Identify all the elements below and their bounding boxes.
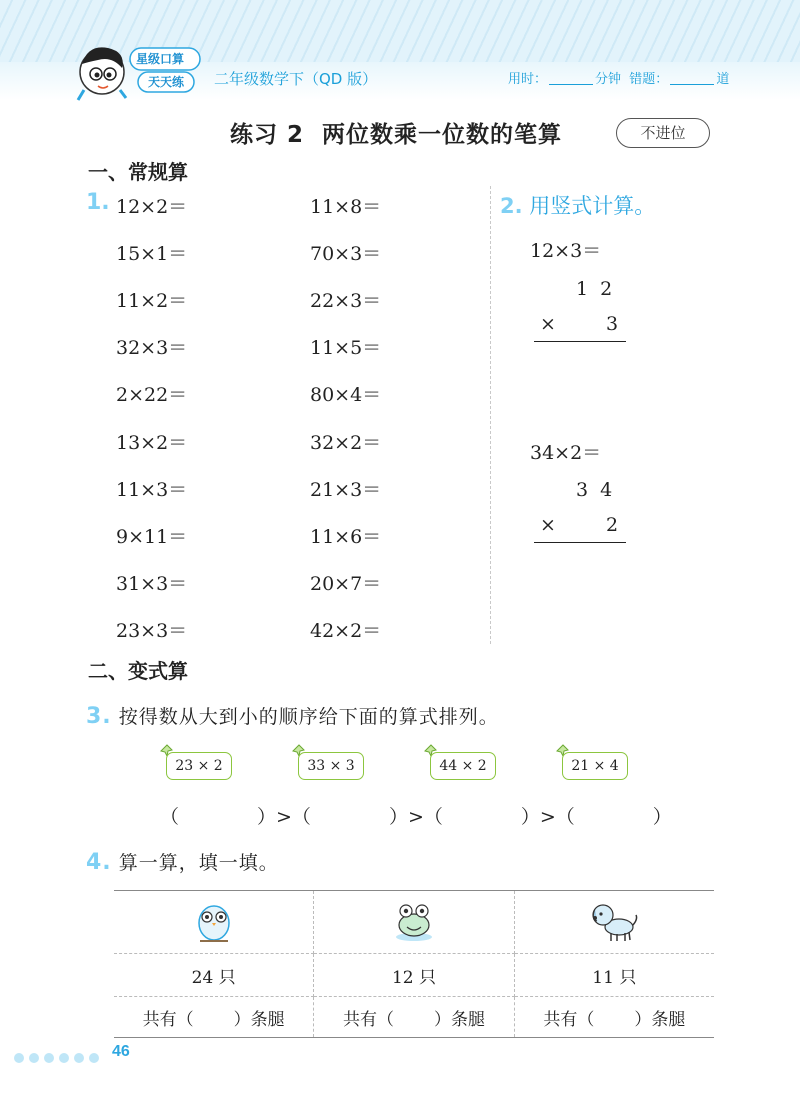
question-4-text — [86, 848, 279, 875]
equation-item: 32×3＝ — [116, 337, 188, 360]
expression-card-text: 44 × 2 — [430, 752, 496, 780]
equation-item: 23×3＝ — [116, 619, 188, 642]
expression-card-text: 21 × 4 — [562, 752, 628, 780]
vertical-problem-expr: 12×3＝ — [530, 240, 602, 262]
equation-item: 11×3＝ — [116, 478, 188, 501]
error-label: 错题： — [629, 72, 669, 87]
page-number: 46 — [112, 1043, 130, 1060]
equation-item: 11×2＝ — [116, 290, 188, 313]
animal-count: 11 只 — [514, 954, 714, 997]
equation-item: 42×2＝ — [310, 619, 382, 642]
equation-item: 80×4＝ — [310, 384, 382, 407]
order-paren: ）>（ — [257, 806, 311, 828]
column-divider — [490, 186, 491, 644]
expression-card-text: 33 × 3 — [298, 752, 364, 780]
vertical-problem-times: × — [540, 313, 556, 335]
expression-card — [556, 744, 626, 776]
order-answer-row — [160, 802, 672, 829]
animal-cell — [514, 891, 714, 954]
fill-prefix: 共有（ — [342, 1009, 394, 1030]
error-blank[interactable] — [670, 72, 714, 85]
equation-item: 70×3＝ — [310, 243, 382, 266]
legs-answer-cell[interactable] — [514, 997, 714, 1038]
lesson-number: 练习 2 — [230, 122, 305, 148]
expression-card-text: 23 × 2 — [166, 752, 232, 780]
time-blank[interactable] — [549, 72, 593, 85]
time-label: 用时： — [508, 72, 548, 87]
equation-item: 31×3＝ — [116, 572, 188, 595]
question-4-instruction: 算一算，填一填。 — [118, 852, 279, 874]
question-2-text: 用竖式计算。 — [529, 194, 656, 218]
equation-item: 2×22＝ — [116, 384, 188, 407]
fill-prefix: 共有（ — [142, 1009, 194, 1030]
order-paren: ） — [652, 806, 672, 828]
owl-icon — [194, 897, 234, 943]
question-3-text — [86, 702, 499, 729]
order-paren: ）>（ — [388, 806, 443, 828]
fill-suffix: ）条腿 — [233, 1009, 285, 1030]
lesson-name: 两位数乘一位数的笔算 — [322, 122, 563, 148]
vertical-problem-times: × — [540, 514, 556, 536]
animal-cell — [314, 891, 514, 954]
fill-prefix: 共有（ — [543, 1009, 595, 1030]
equation-item: 21×3＝ — [310, 478, 382, 501]
order-paren: ）>（ — [520, 806, 575, 828]
equation-item: 9×11＝ — [116, 525, 188, 548]
vertical-problem-line — [534, 542, 626, 543]
vertical-problem-line — [534, 341, 626, 342]
equation-item: 11×8＝ — [310, 196, 382, 218]
equation-item: 22×3＝ — [310, 290, 382, 313]
fill-suffix: ）条腿 — [433, 1009, 485, 1030]
question-number-3: 3. — [86, 704, 112, 729]
expression-card — [292, 744, 362, 776]
equation-item: 13×2＝ — [116, 431, 188, 454]
vertical-problem-bottom: 2 — [606, 514, 619, 536]
equation-item: 20×7＝ — [310, 572, 382, 595]
vertical-problem-expr: 34×2＝ — [530, 442, 602, 464]
time-tracker — [508, 68, 729, 87]
equation-item: 11×6＝ — [310, 525, 382, 548]
section-title-1: 一、常规算 — [88, 160, 188, 184]
question-3-instruction: 按得数从大到小的顺序给下面的算式排列。 — [118, 706, 499, 728]
question-number-1: 1. — [86, 190, 110, 215]
frog-icon — [392, 897, 436, 943]
logo-text-bottom: 天天练 — [148, 75, 185, 89]
lesson-badge: 不进位 — [616, 118, 710, 148]
question-number-4: 4. — [86, 850, 112, 875]
error-unit: 道 — [716, 72, 730, 87]
equation-item: 11×5＝ — [310, 337, 382, 360]
logo-text-top: 星级口算 — [136, 52, 185, 66]
lesson-title — [230, 116, 562, 149]
animal-count: 24 只 — [114, 954, 314, 997]
equation-item: 32×2＝ — [310, 431, 382, 454]
order-paren: （ — [160, 806, 180, 828]
expression-card — [160, 744, 230, 776]
dog-icon — [589, 897, 639, 943]
legs-answer-cell[interactable] — [314, 997, 514, 1038]
animal-count: 12 只 — [314, 954, 514, 997]
vertical-problem-bottom: 3 — [606, 313, 619, 335]
equation-item: 12×2＝ — [116, 196, 188, 218]
question-number-2: 2. — [500, 194, 523, 218]
question-2-title — [500, 190, 655, 220]
equation-item: 15×1＝ — [116, 243, 188, 266]
footer-dots — [14, 1048, 104, 1067]
book-title: 二年级数学下（QD 版） — [214, 70, 378, 88]
vertical-problem-top: 3 4 — [576, 479, 613, 501]
vertical-problem-top: 1 2 — [576, 278, 613, 300]
section-title-2: 二、变式算 — [88, 659, 188, 683]
legs-answer-cell[interactable] — [114, 997, 314, 1038]
legs-table — [114, 890, 714, 1038]
book-logo — [68, 38, 208, 102]
fill-suffix: ）条腿 — [634, 1009, 686, 1030]
minute-label: 分钟 — [595, 72, 622, 87]
expression-card — [424, 744, 494, 776]
animal-cell — [114, 891, 314, 954]
